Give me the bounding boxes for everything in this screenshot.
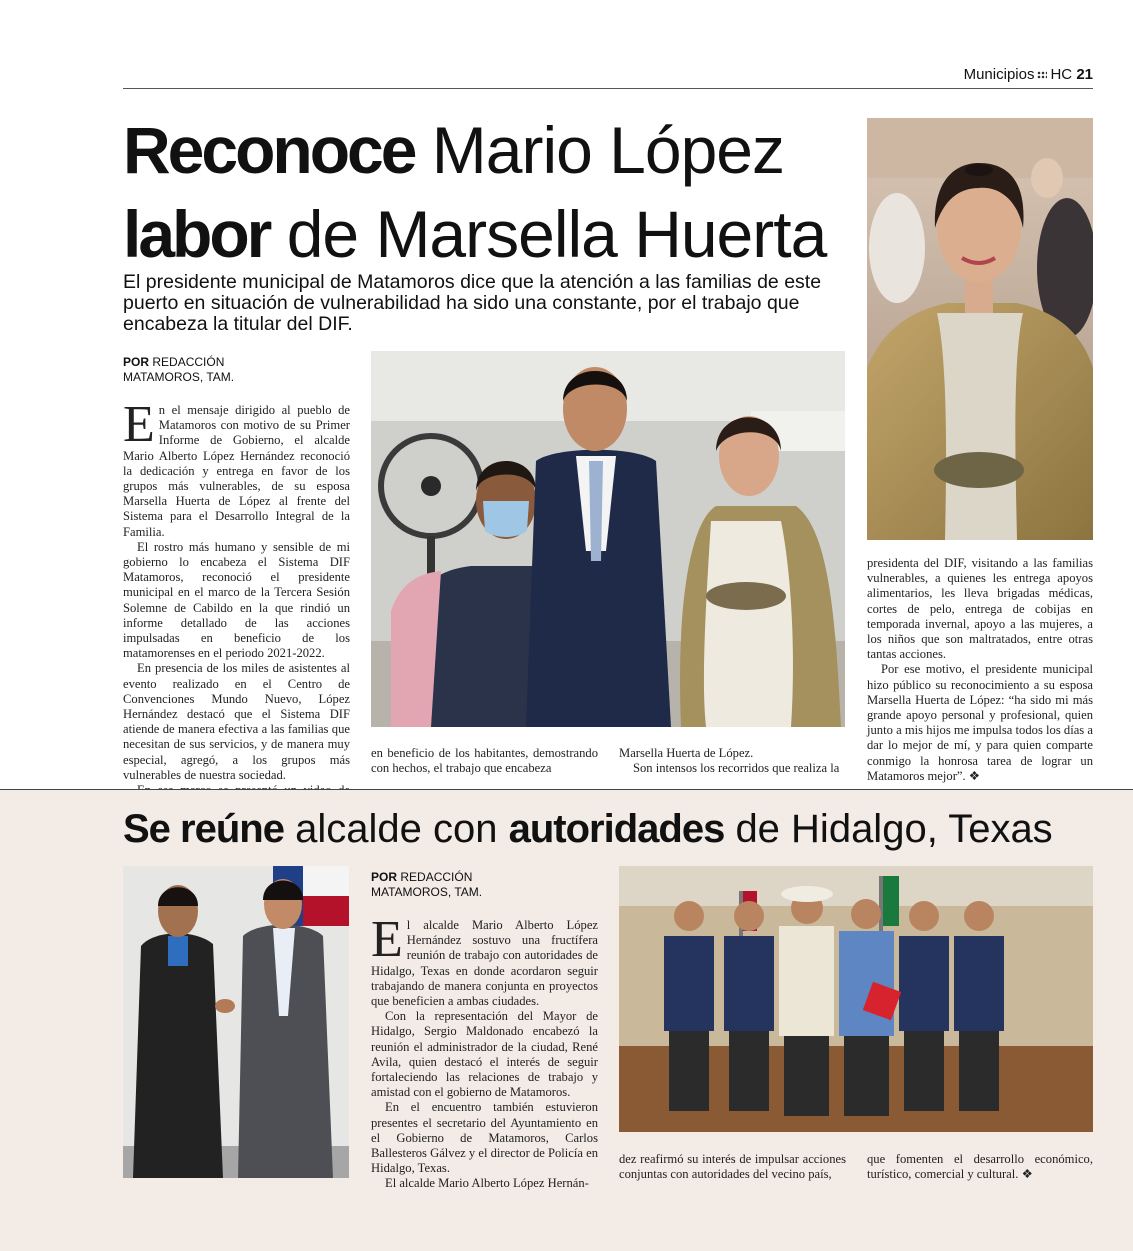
- group-photo-hidalgo: [619, 866, 1093, 1132]
- paragraph: l alcalde Mario Alberto López Hernández sostuvo una fructífera reunión de trabajo con autoridades de Hidalgo, Texas en donde acordaron seguir trabajando de manera conjunta en proyectos que beneficien a ambas ciudades.: [371, 918, 598, 1009]
- brand-mark: HC: [1050, 66, 1073, 83]
- byline-por: POR: [123, 355, 150, 369]
- end-mark-icon: ❖: [1021, 1167, 1033, 1182]
- portrait-photo: [867, 118, 1093, 540]
- byline-place: MATAMOROS, TAM.: [371, 885, 483, 899]
- headline-bold-2: autoridades: [508, 807, 725, 851]
- section-name: Municipios: [963, 66, 1035, 83]
- article-deck: El presidente municipal de Matamoros dice que la atención a las familias de este puerto en situación de vulnerabilidad ha sido una constante, por el trabajo que encabeza la titular del DIF.: [123, 271, 822, 335]
- end-mark-icon: ❖: [968, 768, 981, 783]
- paragraph: Son intensos los recorridos que realiza la: [633, 761, 840, 776]
- byline-por: POR: [371, 870, 398, 884]
- section-label: [964, 66, 1093, 83]
- group-photo: [371, 351, 845, 727]
- headline-bold-1: Se reúne: [123, 807, 284, 851]
- paragraph: presidenta del DIF, visitando a las familias vulnerables, a quienes les entrega apoyos alimentarios, les lleva brigadas médicas, cortes de pelo, entrega de cobijas en temporada invernal, apoyo a las mujeres, a los niños que son maltratados, entre otras tantas acciones.: [867, 556, 1093, 662]
- headline-light-2: de Marsella Huerta: [286, 197, 827, 271]
- byline-author: REDACCIÓN: [400, 870, 473, 884]
- paragraph: que fomenten el desarrollo económico, turístico, comercial y cultural.: [867, 1152, 1093, 1182]
- paragraph: en beneficio de los habitantes, demostrando con hechos, el trabajo que encabeza: [371, 746, 598, 776]
- article-2-column-3: [619, 1152, 846, 1182]
- paragraph: En el encuentro también estuvieron presentes el secretario del Ayuntamiento en el Gobierno de Matamoros, Carlos Ballesteros Gálvez y el director de Policía en Hidalgo, Texas.: [371, 1100, 598, 1176]
- paragraph: n el mensaje dirigido al pueblo de Matamoros con motivo de su Primer Informe de Gobierno, el alcalde Mario Alberto López Hernández reconoció la dedicación y entrega en favor de los grupos más vulnerables, de su esposa Marsella Huerta de López al frente del Sistema para el Desarrollo Integral de la Familia.: [123, 403, 350, 539]
- headline-bold-1: Reconoce: [123, 113, 415, 187]
- dots-icon: [1037, 71, 1047, 79]
- paragraph: Marsella Huerta de López.: [619, 746, 754, 760]
- byline: [123, 355, 353, 385]
- paragraph: dez reafirmó su interés de impulsar acciones conjuntas con autoridades del vecino país,: [619, 1152, 846, 1182]
- article-2-column-4: [867, 1152, 1093, 1182]
- byline: [371, 870, 601, 900]
- headline-light-1: Mario López: [431, 113, 784, 187]
- handshake-photo: [123, 866, 349, 1178]
- paragraph: Con la representación del Mayor de Hidalgo, Sergio Maldonado encabezó la reunión el administrador de la ciudad, René Avila, quien destacó el interés de seguir fortaleciendo las relaciones de trabajo y amistad con el gobierno de Matamoros.: [371, 1009, 598, 1100]
- headline-bold-2: labor: [123, 197, 270, 271]
- article-2-headline: [123, 804, 1103, 854]
- page-header: [123, 66, 1093, 89]
- headline-light-2: de Hidalgo, Texas: [735, 807, 1053, 851]
- article-column-4: [867, 556, 1093, 784]
- article-2-column-2: [371, 911, 598, 1192]
- article-column-1: [123, 396, 350, 813]
- article-headline: [123, 108, 853, 276]
- page-number: 21: [1076, 66, 1093, 83]
- article-column-3: [619, 746, 846, 776]
- paragraph: Por ese motivo, el presidente municipal hizo público su reconocimiento a su esposa Marsella Huerta de López: “ha sido mi más grande apoyo personal y profesional, quien junto a mis hijos me impulsa todos los días a dar lo mejor de mí, y para quien comparte conmigo la honrosa tarea de lograr un Matamoros mejor”.: [867, 662, 1093, 783]
- paragraph: El alcalde Mario Alberto López Hernán-: [385, 1176, 589, 1191]
- paragraph: El rostro más humano y sensible de mi gobierno lo encabeza el Sistema DIF Matamoros, reconoció el presidente municipal en el marco de la Tercera Sesión Solemne de Cabildo en la que rindió un informe detallado de las acciones impulsadas en beneficio de los matamorenses en el periodo 2021-2022.: [123, 539, 350, 661]
- byline-place: MATAMOROS, TAM.: [123, 370, 235, 384]
- headline-light-1: alcalde con: [295, 807, 498, 851]
- paragraph: En presencia de los miles de asistentes al evento realizado en el Centro de Convenciones Mundo Nuevo, López Hernández destacó que el Sistema DIF atiende de manera efectiva a las familias que necesitan de sus servicios, y de manera muy especial, agregó, a los grupos más vulnerables de nuestra sociedad.: [123, 661, 350, 782]
- article-column-2: [371, 746, 598, 776]
- dropcap: E: [123, 396, 155, 453]
- dropcap: E: [371, 911, 403, 968]
- byline-author: REDACCIÓN: [152, 355, 225, 369]
